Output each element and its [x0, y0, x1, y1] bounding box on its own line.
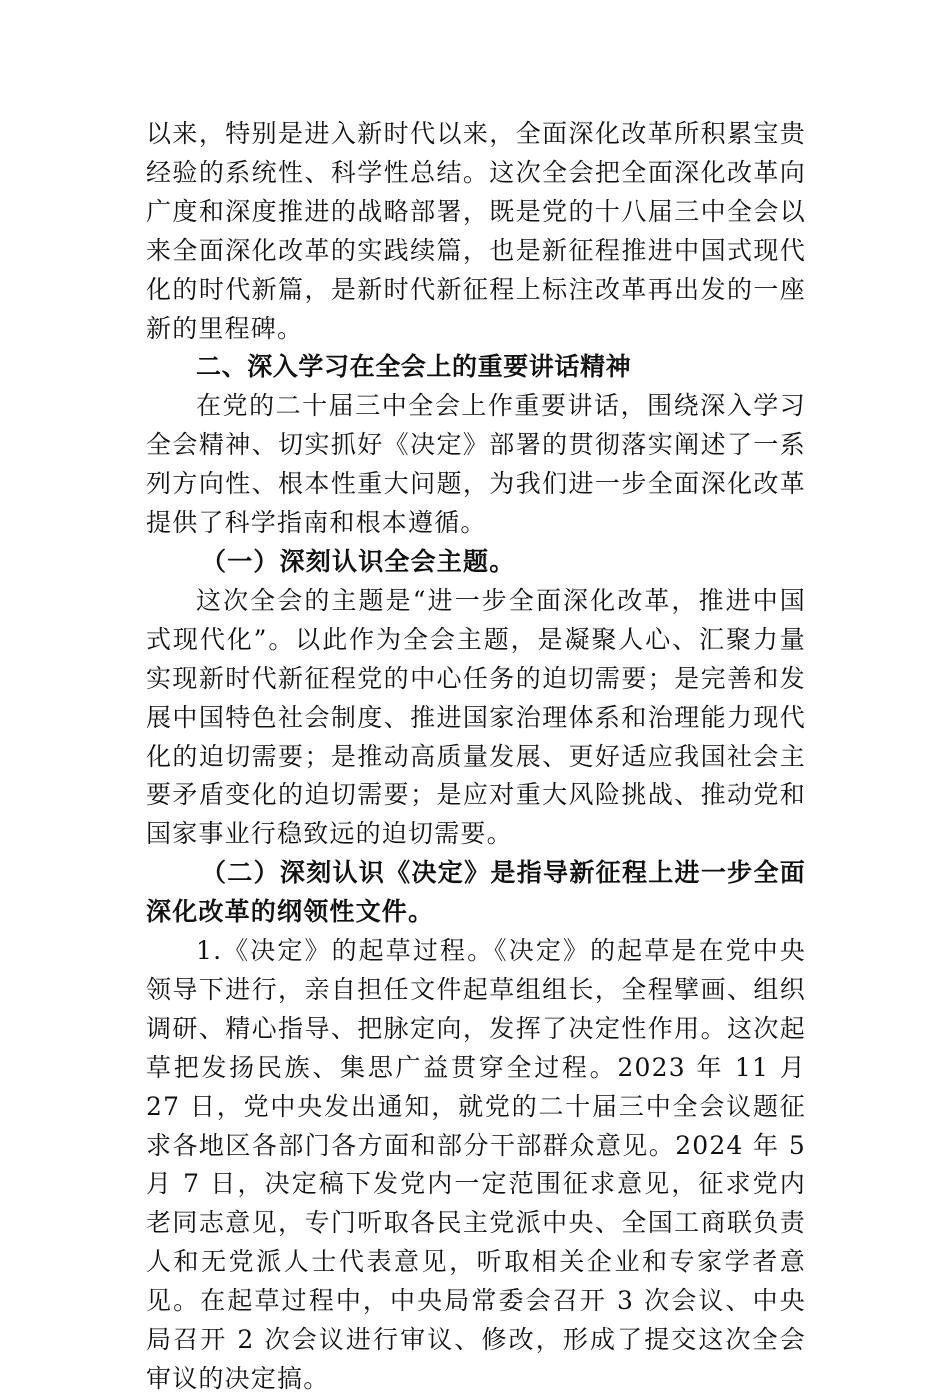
- paragraph: 这次全会的主题是“进一步全面深化改革，推进中国式现代化”。以此作为全会主题，是凝聚人心、汇聚力量实现新时代新征程党的中心任务的迫切需要；是完善和发展中国特色社会制度、推进国家治理体系和治理能力现代化的迫切需要；是推动高质量发展、更好适应我国社会主要矛盾变化的迫切需要；是应对重大风险挑战、推动党和国家事业行稳致远的迫切需要。: [146, 585, 806, 849]
- subsection-heading: （一）深刻认识全会主题。: [201, 546, 516, 576]
- paragraph: 1.《决定》的起草过程。《决定》的起草是在党中央领导下进行，亲自担任文件起草组组长，全程擘画、组织调研、精心指导、把脉定向，发挥了决定性作用。这次起草把发扬民族、集思广益贯穿全过程。2023 年 11 月 27 日，党中央发出通知，就党的二十届三中全会议题征求各地区各部门各方面和部分干部群众意见。2024 年 5 月 7 日，决定稿下发党内一定范围征求意见，征求党内老同志意见，专门听取各民主党派中央、全国工商联负责人和无党派人士代表意见，听取相关企业和专家学者意见。在起草过程中，中央局常委会召开 3 次会议、中央局召开 2 次会议进行审议、修改，形成了提交这次全会审议的决定搞。: [146, 936, 806, 1393]
- document-body: [146, 115, 806, 1399]
- paragraph-continued: 以来，特别是进入新时代以来，全面深化改革所积累宝贵经验的系统性、科学性总结。这次全会把全面深化改革向广度和深度推进的战略部署，既是党的十八届三中全会以来全面深化改革的实践续篇，也是新征程推进中国式现代化的时代新篇，是新时代新征程上标注改革再出发的一座新的里程碑。: [146, 119, 806, 343]
- section-heading: 二、深入学习在全会上的重要讲话精神: [196, 352, 632, 382]
- paragraph: 在党的二十届三中全会上作重要讲话，围绕深入学习全会精神、切实抓好《决定》部署的贯彻落实阐述了一系列方向性、根本性重大问题，为我们进一步全面深化改革提供了科学指南和根本遵循。: [146, 391, 806, 538]
- subsection-heading: （二）深刻认识《决定》是指导新征程上进一步全面深化改革的纲领性文件。: [146, 858, 806, 927]
